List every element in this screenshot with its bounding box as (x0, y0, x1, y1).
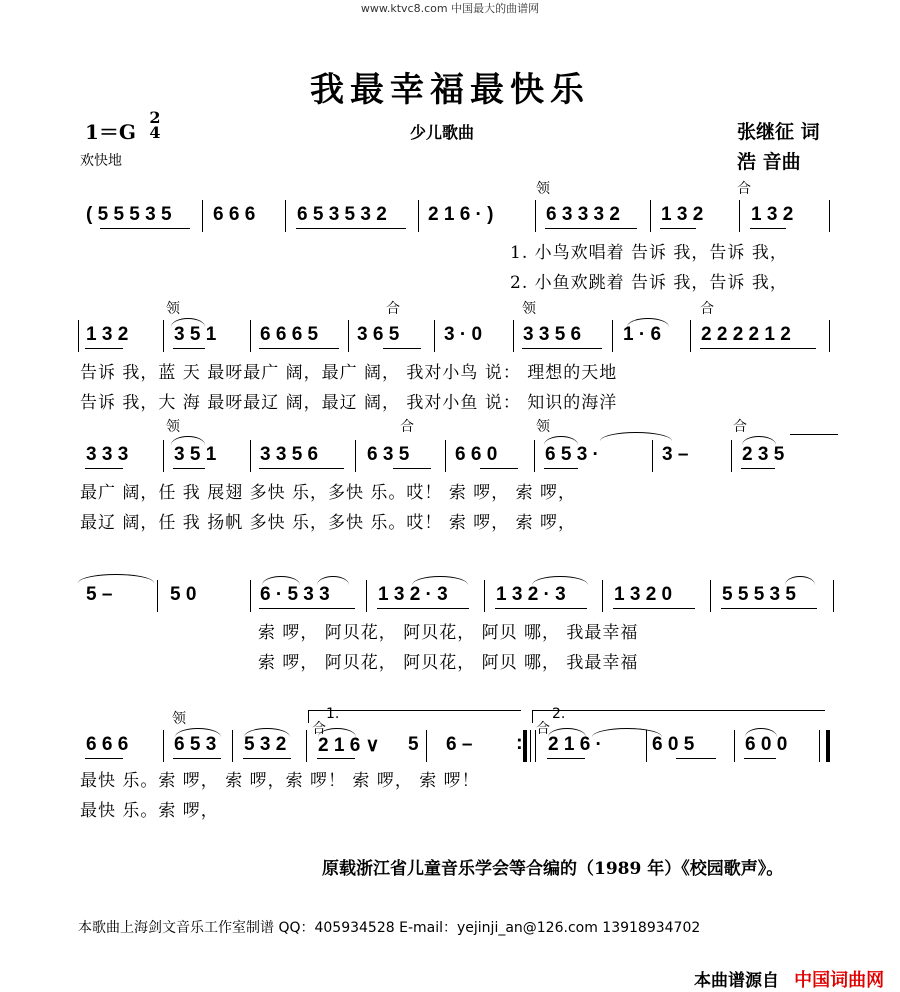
beam-underline (660, 228, 696, 229)
time-top: 2 (149, 108, 161, 127)
chorus-label: 合 (733, 419, 747, 435)
barline (445, 440, 446, 472)
measure: 6 0 0 (745, 734, 788, 755)
lyric-verse-1: 1. 小鸟欢唱着 告诉 我，告诉 我， (510, 243, 788, 263)
first-ending-number: 1. (326, 706, 340, 722)
lyric-verse-1: 最快 乐。索 啰， 索 啰，索 啰！ 索 啰， 索 啰！ (80, 771, 480, 791)
measure: 5 3 2 (244, 734, 287, 755)
barline (819, 730, 820, 762)
barline (731, 440, 732, 472)
measure: 1 3 2 (86, 324, 129, 345)
barline (434, 320, 435, 352)
time-signature (148, 110, 162, 140)
lead-label: 领 (536, 181, 550, 197)
barline (348, 320, 349, 352)
repeat-sign: : (516, 732, 523, 754)
measure: 1 3 2 (751, 204, 794, 225)
beam-underline (377, 608, 469, 609)
brand-link[interactable]: 中国词曲网 (794, 970, 885, 991)
barline (534, 440, 535, 472)
measure: 6 – (446, 734, 473, 755)
beam-underline (243, 758, 291, 759)
brand-footer (694, 966, 884, 992)
key-signature: 1＝G (85, 120, 136, 144)
beam-underline (173, 468, 205, 469)
chorus-label: 合 (737, 181, 751, 197)
barline (163, 320, 164, 352)
beam-underline (383, 348, 421, 349)
credits-line: 本歌曲上海剑文音乐工作室制谱 QQ：405934528 E-mail：yejinji_an@126.com 13918934702 (78, 920, 701, 936)
chorus-label: 合 (700, 301, 714, 317)
barline (250, 580, 251, 612)
time-bottom: 4 (149, 123, 161, 142)
barline (833, 580, 834, 612)
barline (602, 580, 603, 612)
beam-underline (296, 228, 406, 229)
measure: 6 3 5 (367, 444, 410, 465)
tie-continues (790, 434, 838, 435)
barline (829, 200, 830, 232)
chorus-label: 合 (312, 721, 326, 737)
beam-underline (741, 468, 775, 469)
beam-underline (259, 608, 355, 609)
measure: 3 5 1 (174, 324, 217, 345)
second-ending-bracket (532, 710, 825, 723)
barline (202, 200, 203, 232)
measure: 2 1 6 · ) (428, 204, 494, 225)
barline (652, 440, 653, 472)
measure: 5 – (86, 584, 113, 605)
measure: 6 6 6 5 (260, 324, 319, 345)
beam-underline (173, 758, 221, 759)
chorus-label: 合 (400, 419, 414, 435)
barline (646, 730, 647, 762)
measure: 5 (408, 734, 419, 755)
barline (250, 320, 251, 352)
barline (484, 580, 485, 612)
beam-underline (495, 608, 587, 609)
lyricist-credit: 张继征 词 (737, 121, 820, 143)
measure: 3 3 5 6 (523, 324, 582, 345)
barline (829, 320, 830, 352)
measure: 3 · 0 (444, 324, 483, 345)
beam-underline (393, 468, 431, 469)
barline (734, 730, 735, 762)
beam-underline (100, 228, 190, 229)
measure: 6 6 6 (86, 734, 129, 755)
beam-underline (613, 608, 695, 609)
lead-label: 领 (522, 301, 536, 317)
measure: 3 5 1 (174, 444, 217, 465)
barline (710, 580, 711, 612)
barline (530, 730, 531, 762)
measure: 1 3 2 · 3 (378, 584, 448, 605)
measure: 3 6 5 (357, 324, 400, 345)
lyric-verse-2: 告诉 我，大 海 最呀最辽 阔，最辽 阔， 我对小鱼 说： 知识的海洋 (80, 393, 618, 413)
measure: 3 3 5 6 (260, 444, 319, 465)
measure: 1 3 2 · 3 (496, 584, 566, 605)
barline (612, 320, 613, 352)
measure: 1 3 2 (661, 204, 704, 225)
beam-underline (85, 758, 123, 759)
tie (600, 432, 672, 441)
repeat-barline (523, 730, 527, 762)
beam-underline (522, 348, 602, 349)
lead-label: 领 (166, 419, 180, 435)
barline (250, 440, 251, 472)
beam-underline (750, 228, 786, 229)
first-ending-bracket (308, 710, 521, 723)
lyric-verse-1: 最广 阔，任 我 展翅 多快 乐，多快 乐。哎！ 索 啰， 索 啰， (80, 483, 577, 503)
beam-underline (173, 348, 205, 349)
measure: 3 3 3 (86, 444, 129, 465)
song-title: 我最幸福最快乐 (310, 70, 590, 110)
chorus-label: 合 (536, 721, 550, 737)
lyric-verse-1: 索 啰， 阿贝花， 阿贝花， 阿贝 哪， 我最幸福 (258, 623, 639, 643)
barline (232, 730, 233, 762)
barline (285, 200, 286, 232)
measure: 6 5 3 · (545, 444, 599, 465)
measure: 6 6 0 (455, 444, 498, 465)
measure: 1 3 2 0 (614, 584, 673, 605)
barline (163, 440, 164, 472)
measure: 6 5 3 (174, 734, 217, 755)
measure: 5 0 (170, 584, 197, 605)
lyric-verse-2: 索 啰， 阿贝花， 阿贝花， 阿贝 哪， 我最幸福 (258, 653, 639, 673)
beam-underline (700, 348, 816, 349)
barline (157, 580, 158, 612)
genre-label: 少儿歌曲 (410, 123, 475, 142)
header-url: www.ktvc8.com 中国最大的曲谱网 (360, 2, 540, 15)
chorus-label: 合 (386, 301, 400, 317)
measure: 6 5 3 5 3 2 (297, 204, 387, 225)
barline (355, 440, 356, 472)
barline (739, 200, 740, 232)
beam-underline (259, 348, 339, 349)
measure: 2 1 6 ∨ (318, 735, 380, 756)
beam-underline (480, 468, 518, 469)
barline (78, 320, 79, 352)
beam-underline (259, 468, 344, 469)
measure: 1 · 6 (623, 324, 662, 345)
barline (535, 730, 536, 762)
measure: 5 5 5 3 5 (722, 584, 796, 605)
beam-underline (317, 758, 355, 759)
beam-underline (676, 758, 716, 759)
barline (650, 200, 651, 232)
composer-credit: 浩 音曲 (737, 151, 801, 173)
barline (418, 200, 419, 232)
lead-label: 领 (172, 711, 186, 727)
measure: 6 3 3 3 2 (546, 204, 620, 225)
measure: ( 5 5 5 3 5 (86, 204, 172, 225)
beam-underline (544, 468, 578, 469)
beam-underline (547, 758, 585, 759)
second-ending-number: 2. (552, 706, 566, 722)
beam-underline (545, 228, 637, 229)
measure: 2 3 5 (742, 444, 785, 465)
measure: 2 2 2 2 1 2 (701, 324, 791, 345)
tie (78, 574, 154, 583)
tempo-marking: 欢快地 (80, 153, 122, 169)
measure: 3 – (662, 444, 689, 465)
measure: 6 · 5 3 3 (260, 584, 330, 605)
barline (163, 730, 164, 762)
lead-label: 领 (166, 301, 180, 317)
source-note: 原载浙江省儿童音乐学会等合编的（1989 年）《校园歌声》。 (322, 859, 784, 879)
barline (690, 320, 691, 352)
beam-underline (85, 348, 123, 349)
measure: 6 6 6 (213, 204, 256, 225)
barline (513, 320, 514, 352)
beam-underline (85, 468, 123, 469)
beam-underline (721, 608, 817, 609)
beam-underline (744, 758, 776, 759)
measure: 2 1 6 · (548, 734, 602, 755)
barline (535, 200, 536, 232)
barline (366, 580, 367, 612)
lyric-verse-1: 告诉 我，蓝 天 最呀最广 阔，最广 阔， 我对小鸟 说： 理想的天地 (80, 363, 618, 383)
lead-label: 领 (536, 419, 550, 435)
lyric-verse-2: 2. 小鱼欢跳着 告诉 我，告诉 我， (510, 273, 788, 293)
measure: 6 0 5 (652, 734, 695, 755)
lyric-verse-2: 最辽 阔，任 我 扬帆 多快 乐，多快 乐。哎！ 索 啰， 索 啰， (80, 513, 577, 533)
brand-prefix: 本曲谱源自 (694, 971, 779, 991)
barline (426, 730, 427, 762)
lyric-verse-2: 最快 乐。索 啰， (80, 801, 219, 821)
final-barline (826, 730, 830, 762)
barline (306, 730, 307, 762)
